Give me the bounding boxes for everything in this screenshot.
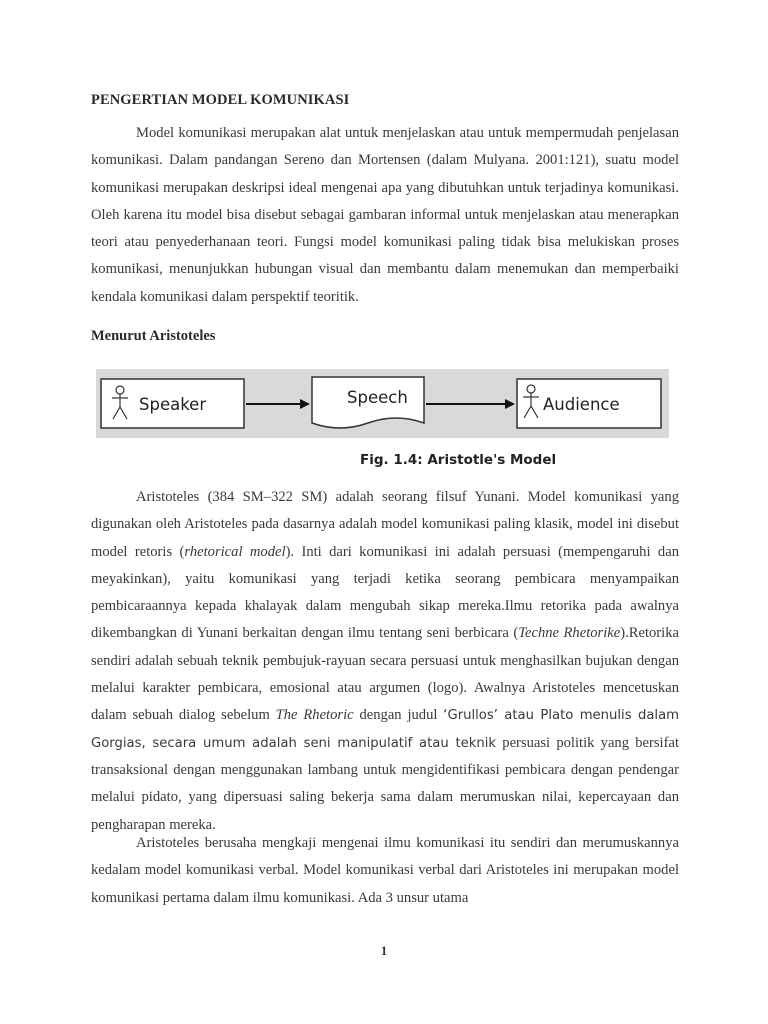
p2-text-3: ).Retorika sendiri adalah sebuah teknik pembujuk-rayuan secara persuasi untuk menghasilkan bujukan dengan melalui karakter pembicara, emosional atau argumen (logo). Awalnya Aristoteles mencetuskan dalam sebuah dialog sebelum bbox=[91, 625, 679, 724]
p2-text-1: Aristoteles (384 SM–322 SM) adalah seorang filsuf Yunani. Model komunikasi yang digunakan oleh Aristoteles pada dasarnya adalah model komunikasi paling klasik, model ini disebut model retoris ( bbox=[91, 489, 679, 560]
paragraph-aristoteles-verbal-model bbox=[91, 830, 679, 912]
p2-italic-rhetorical-model: rhetorical model bbox=[184, 543, 286, 560]
diagram-svg bbox=[96, 369, 669, 438]
p2-italic-techne-rhetorike: Techne Rhetorike bbox=[518, 625, 621, 642]
speech-label: Speech bbox=[347, 388, 408, 407]
figure-caption: Fig. 1.4: Aristotle's Model bbox=[360, 452, 557, 468]
audience-label: Audience bbox=[543, 395, 620, 414]
p2-text-grullos: ‘Grullos’ atau Plato menulis dalam Gorgias, secara umum adalah seni manipulatif atau teknik bbox=[91, 708, 679, 751]
paragraph-aristoteles bbox=[91, 484, 679, 839]
p2-italic-the-rhetoric: The Rhetoric bbox=[275, 707, 354, 724]
paragraph-1-text: Model komunikasi merupakan alat untuk menjelaskan atau untuk mempermudah penjelasan komunikasi. Dalam pandangan Sereno dan Mortensen (dalam Mulyana. 2001:121), suatu model komunikasi merupakan deskripsi ideal mengenai apa yang dibutuhkan untuk terjadinya komunikasi. Oleh karena itu model bisa disebut sebagai gambaran informal untuk menjelaskan atau menerapkan teori atau penyederhanaan teori. Fungsi model komunikasi paling tidak bisa melukiskan proses komunikasi, menunjukkan hubungan visual dan membantu dalam menemukan dan memperbaiki kendala komunikasi dalam perspektif teoritik. bbox=[91, 125, 679, 305]
paragraph-3-text: Aristoteles berusaha mengkaji mengenai ilmu komunikasi itu sendiri dan merumuskannya kedalam model komunikasi verbal. Model komunikasi verbal dari Aristoteles ini merupakan model komunikasi pertama dalam ilmu komunikasi. Ada 3 unsur utama bbox=[91, 835, 679, 906]
arrow-head-2 bbox=[505, 399, 515, 409]
p2-text-2: ). Inti dari komunikasi ini adalah persuasi (mempengaruhi dan meyakinkan), yaitu komunikasi yang terjadi ketika seorang pembicara menyampaikan pembicaraannya kepada khalayak dalam mengubah sikap mereka.Ilmu retorika pada awalnya dikembangkan di Yunani berkaitan dengan ilmu tentang seni berbicara ( bbox=[91, 543, 679, 642]
aristotle-model-diagram bbox=[96, 369, 669, 438]
subheading-aristoteles: Menurut Aristoteles bbox=[91, 328, 216, 344]
arrow-head-1 bbox=[300, 399, 310, 409]
p2-text-4: dengan judul bbox=[353, 707, 444, 724]
p2-text-6: persuasi politik yang bersifat transaksional dengan menggunakan lambang untuk mengidentifikasi pembicara dengan pendengar melalui pidato, yang dipersuasi saling bekerja sama dalam merumuskan nilai, kepercayaan dan pengharapan mereka. bbox=[91, 734, 680, 833]
paragraph-model-komunikasi bbox=[91, 120, 679, 311]
page-number: 1 bbox=[380, 944, 388, 958]
speaker-label: Speaker bbox=[139, 395, 207, 414]
section-heading: PENGERTIAN MODEL KOMUNIKASI bbox=[91, 92, 350, 108]
